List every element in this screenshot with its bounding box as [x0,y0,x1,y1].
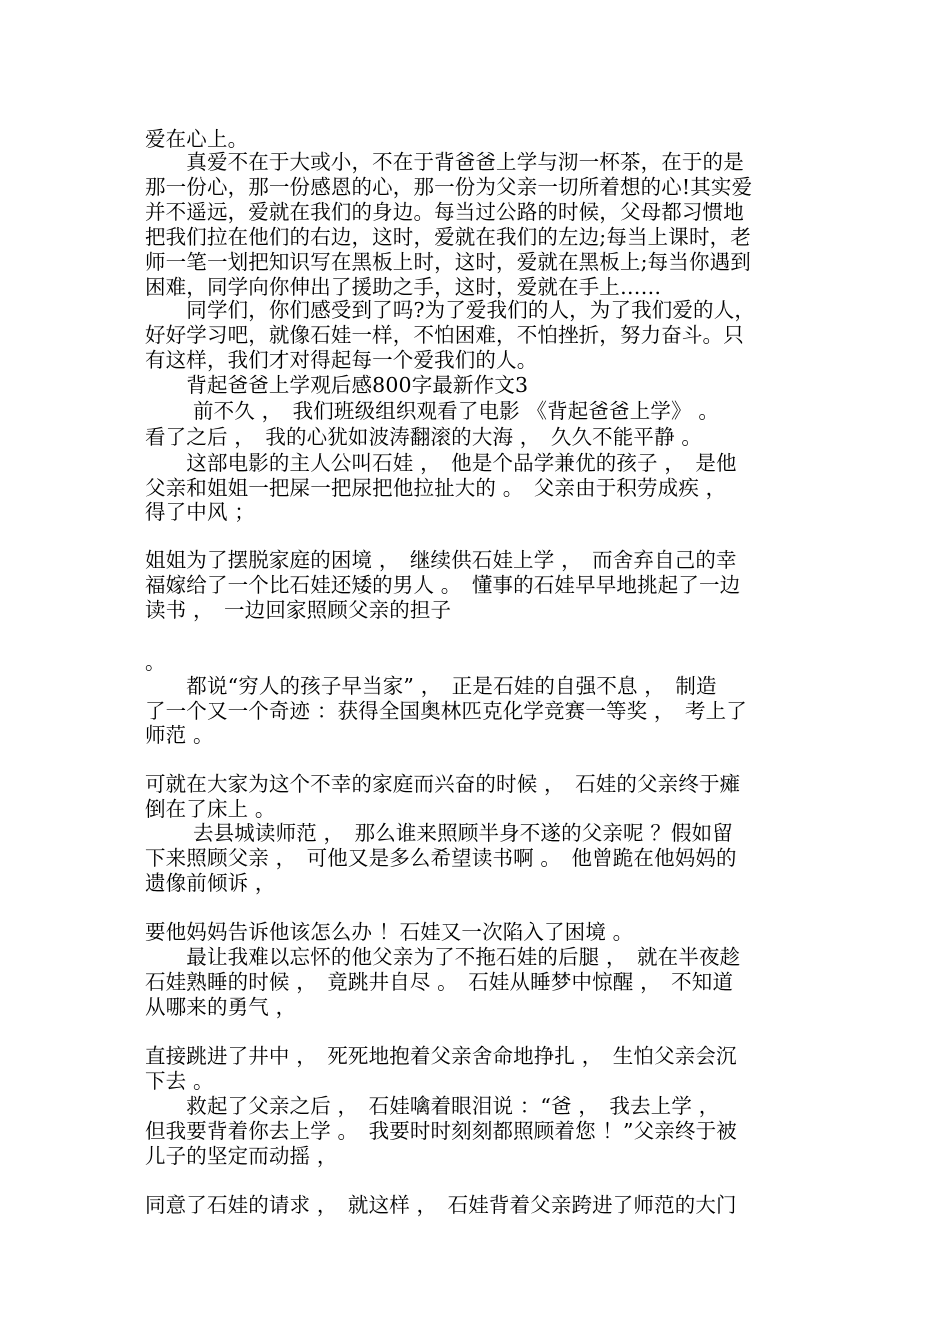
text-line: 看了之后 ， 我的心犹如波涛翻滚的大海 ， 久久不能平静 。 [145,425,703,449]
text-line: 姐姐为了摆脱家庭的困境 ， 继续供石娃上学 ， 而舍弃自己的幸 [145,548,737,572]
text-line: 把我们拉在他们的右边，这时，爱就在我们的左边;每当上课时，老 [145,225,751,249]
text-line: 了一个又一个奇迹 ：获得全国奥林匹克化学竞赛一等奖 ， 考上了 [145,699,747,723]
text-line: 父亲和姐姐一把屎一把尿把他拉扯大的 。 父亲由于积劳成疾 ， [145,476,727,500]
text-line: 福嫁给了一个比石娃还矮的男人 。 懂事的石娃早早地挑起了一边 [145,573,741,597]
text-line: 遗像前倾诉 ， [145,871,276,895]
text-line: 前不久 ， 我们班级组织观看了电影 《背起爸爸上学》 。 [145,399,719,423]
text-line: 最让我难以忘怀的他父亲为了不拖石娃的后腿 ， 就在半夜趁 [145,945,741,969]
text-line: 下来照顾父亲 ， 可他又是多么希望读书啊 。 他曾跪在他妈妈的 [145,846,737,870]
text-line: 要他妈妈告诉他该怎么办 ！石娃又一次陷入了困境 。 [145,920,634,944]
text-line: 困难，同学向你伸出了援助之手，这时，爱就在手上…… [145,275,662,299]
text-line: 爱在心上。 [145,127,249,151]
text-line: 师范 。 [145,723,214,747]
text-line: 直接跳进了井中 ， 死死地抱着父亲舍命地挣扎 ， 生怕父亲会沉 [145,1044,737,1068]
text-line: 同意了石娃的请求 ， 就这样 ， 石娃背着父亲跨进了师范的大门 [145,1193,737,1217]
text-line: 读书 ， 一边回家照顾父亲的担子 [145,598,452,622]
text-line: 从哪来的勇气 ， [145,995,297,1019]
text-line: 倒在了床上 。 [145,797,276,821]
text-line: 石娃熟睡的时候 ， 竟跳井自尽 。 石娃从睡梦中惊醒 ， 不知道 [145,970,734,994]
text-line: 师一笔一划把知识写在黑板上时，这时，爱就在黑板上;每当你遇到 [145,250,751,274]
text-line: 但我要背着你去上学 。 我要时时刻刻都照顾着您 ！”父亲终于被 [145,1119,737,1143]
text-line: 去县城读师范 ， 那么谁来照顾半身不遂的父亲呢 ？假如留 [145,821,733,845]
text-line: 真爱不在于大或小，不在于背爸爸上学与沏一杯茶，在于的是 [145,150,744,174]
text-line: 好好学习吧，就像石娃一样，不怕困难，不怕挫折，努力奋斗。只 [145,323,744,347]
text-line: 儿子的坚定而动摇 ， [145,1144,338,1168]
text-line: 可就在大家为这个不幸的家庭而兴奋的时候 ， 石娃的父亲终于瘫 [145,772,741,796]
text-line: 这部电影的主人公叫石娃 ， 他是个品学兼优的孩子 ， 是他 [145,451,737,475]
text-line: 下去 。 [145,1069,214,1093]
text-line: 都说“穷人的孩子早当家” ， 正是石娃的自强不息 ， 制造 [145,674,717,698]
text-line: 有这样，我们才对得起每一个爱我们的人。 [145,348,538,372]
section-heading: 背起爸爸上学观后感800字最新作文3 [145,373,529,397]
text-line: 并不遥远，爱就在我们的身边。每当过公路的时候，父母都习惯地 [145,200,744,224]
text-line: 得了中风 ； [145,500,255,524]
text-line: 同学们，你们感受到了吗?为了爱我们的人，为了我们爱的人， [145,298,755,322]
text-line: 那一份心，那一份感恩的心，那一份为父亲一切所着想的心!其实爱 [145,175,753,199]
text-line: 救起了父亲之后 ， 石娃噙着眼泪说 ：“爸 ， 我去上学 ， [145,1094,720,1118]
text-line: 。 [145,650,166,674]
